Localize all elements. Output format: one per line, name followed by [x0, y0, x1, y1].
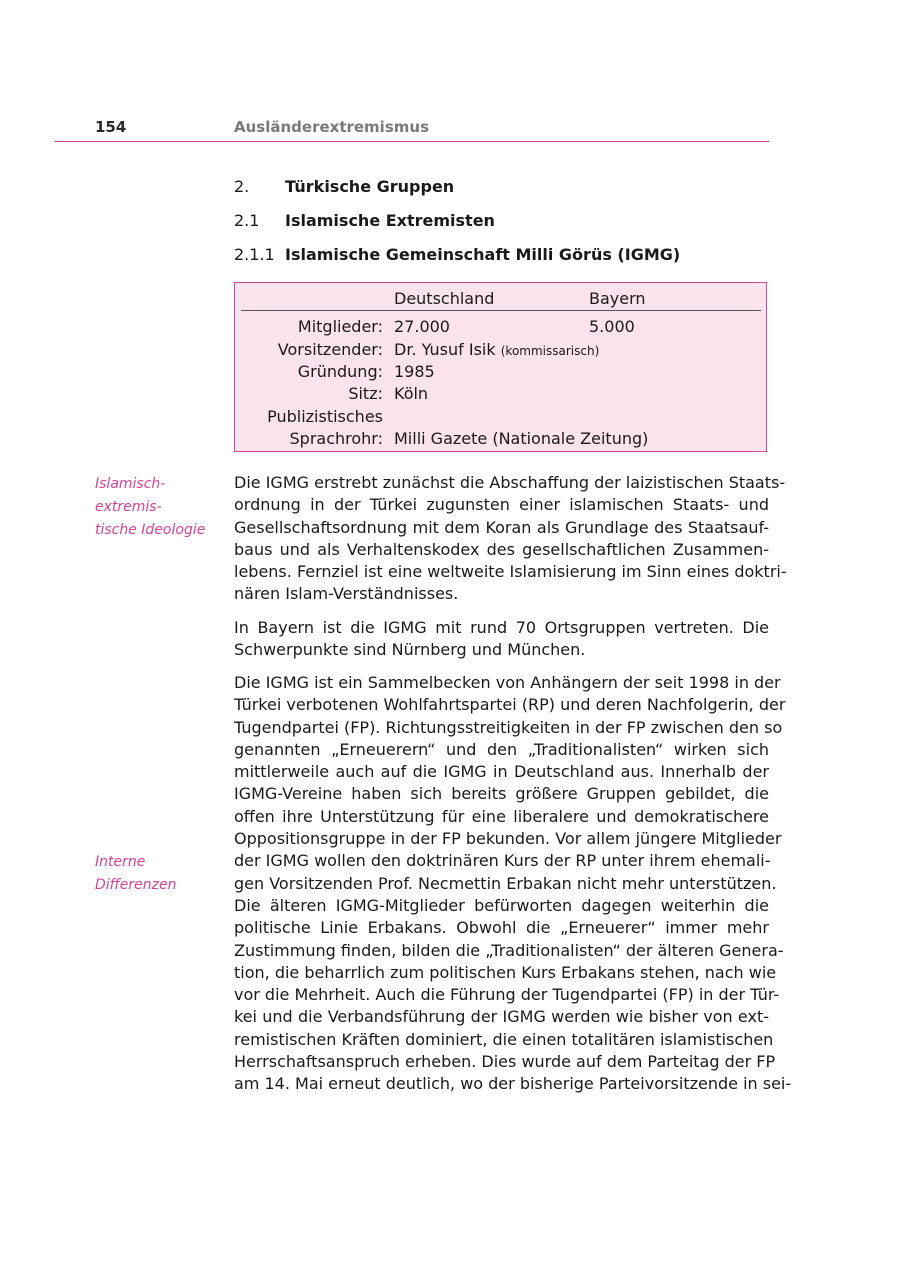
heading-number: 2.1: [234, 211, 260, 230]
text-line: Zustimmung finden, bilden die „Traditionalisten“ der älteren Genera-: [234, 940, 784, 960]
text-line: Türkei verbotenen Wohlfahrtspartei (RP) und deren Nachfolgerin, der: [234, 695, 786, 715]
heading-2: [234, 177, 454, 196]
margin-note-line: Differenzen: [95, 877, 177, 893]
running-title: Ausländerextremismus: [234, 118, 429, 136]
margin-note-line: tische Ideologie: [95, 522, 206, 538]
text-line: baus und als Verhaltenskodex des gesellschaftlichen Zusammen-: [234, 539, 769, 559]
text-line: Die IGMG ist ein Sammelbecken von Anhängern der seit 1998 in der: [234, 673, 781, 692]
margin-note-differences: [95, 851, 225, 897]
fact-row-chairman: [235, 340, 768, 362]
margin-note-line: Interne: [95, 854, 146, 870]
text-line: kei und die Verbandsführung der IGMG werden wie bisher von ext-: [234, 1007, 769, 1027]
fact-value: Köln: [394, 384, 429, 403]
fact-row-mouthpiece: [235, 429, 768, 451]
fact-label: Mitglieder:: [297, 317, 383, 336]
fact-row-members: [235, 317, 768, 339]
text-line: lebens. Fernziel ist eine weltweite Islamisierung im Sinn eines doktri-: [234, 562, 787, 582]
text-line: gen Vorsitzenden Prof. Necmettin Erbakan nicht mehr unterstützen.: [234, 873, 777, 893]
fact-row-founded: [235, 362, 768, 384]
text-line: mittlerweile auch auf die IGMG in Deutschland aus. Innerhalb der: [234, 762, 769, 782]
fact-row-publication-label: [235, 407, 768, 429]
fact-note: (kommissarisch): [500, 344, 600, 358]
fact-value-wrap: [394, 340, 599, 359]
text-line: der IGMG wollen den doktrinären Kurs der RP unter ihrem ehemali-: [234, 851, 771, 871]
fact-row-seat: [235, 384, 768, 406]
text-line: offen ihre Unterstützung für eine liberalere und demokratischere: [234, 806, 769, 826]
page-number: 154: [95, 118, 127, 136]
heading-text: Türkische Gruppen: [285, 177, 455, 196]
text-line: vor die Mehrheit. Auch die Führung der Tugendpartei (FP) in der Tür-: [234, 985, 780, 1005]
heading-text: Islamische Gemeinschaft Milli Görüs (IGMG): [285, 245, 681, 264]
header-rule: [55, 141, 769, 142]
fact-label: Publizistisches: [267, 407, 383, 426]
fact-label: Sitz:: [348, 384, 383, 403]
margin-note-ideology: [95, 473, 225, 542]
fact-value-bayern: 5.000: [589, 317, 635, 336]
text-line: tion, die beharrlich zum politischen Kurs Erbakans stehen, nach wie: [234, 962, 777, 982]
paragraph-internal-differences: [234, 672, 792, 1096]
text-line: politische Linie Erbakans. Obwohl die „Erneuerer“ immer mehr: [234, 918, 769, 938]
fact-label: Vorsitzender:: [277, 340, 383, 359]
margin-note-line: Islamisch-extremis-: [95, 476, 166, 515]
organization-fact-box: [234, 282, 767, 452]
text-line: In Bayern ist die IGMG mit rund 70 Ortsgruppen vertreten. Die: [234, 618, 769, 637]
fact-label: Gründung:: [297, 362, 383, 381]
text-line: Herrschaftsanspruch erheben. Dies wurde auf dem Parteitag der FP: [234, 1052, 776, 1072]
fact-value: Dr. Yusuf Isik: [394, 340, 496, 359]
fact-value: 27.000: [394, 317, 450, 336]
text-line: remistischen Kräften dominiert, die einen totalitären islamistischen: [234, 1029, 774, 1049]
fact-value: Milli Gazete (Nationale Zeitung): [394, 429, 649, 448]
fact-label: Sprachrohr:: [289, 429, 383, 448]
column-header-deutschland: Deutschland: [394, 289, 495, 308]
text-line: Die älteren IGMG-Mitglieder befürworten dagegen weiterhin die: [234, 895, 769, 915]
heading-number: 2.: [234, 177, 250, 196]
text-line: nären Islam-Verständnisses.: [234, 584, 459, 604]
text-line: genannten „Erneuerern“ und den „Traditionalisten“ wirken sich: [234, 739, 769, 759]
text-line: Gesellschaftsordnung mit dem Koran als Grundlage des Staatsauf-: [234, 517, 769, 537]
paragraph-bayern: [234, 617, 769, 662]
heading-2-1-1: [234, 245, 680, 264]
column-header-bayern: Bayern: [589, 289, 646, 308]
paragraph-ideology: [234, 472, 787, 606]
text-line: am 14. Mai erneut deutlich, wo der bisherige Parteivorsitzende in sei-: [234, 1074, 792, 1094]
text-line: Oppositionsgruppe in der FP bekunden. Vor allem jüngere Mitglieder: [234, 829, 782, 849]
text-line: Die IGMG erstrebt zunächst die Abschaffung der laizistischen Staats-: [234, 473, 786, 492]
text-line: Schwerpunkte sind Nürnberg und München.: [234, 640, 586, 660]
heading-text: Islamische Extremisten: [285, 211, 495, 230]
heading-2-1: [234, 211, 495, 230]
fact-value: 1985: [394, 362, 435, 381]
text-line: ordnung in der Türkei zugunsten einer islamischen Staats- und: [234, 495, 769, 515]
heading-number: 2.1.1: [234, 245, 275, 264]
text-line: Tugendpartei (FP). Richtungsstreitigkeiten in der FP zwischen den so: [234, 717, 783, 737]
text-line: IGMG-Vereine haben sich bereits größere Gruppen gebildet, die: [234, 784, 769, 804]
fact-box-rule: [241, 310, 761, 311]
